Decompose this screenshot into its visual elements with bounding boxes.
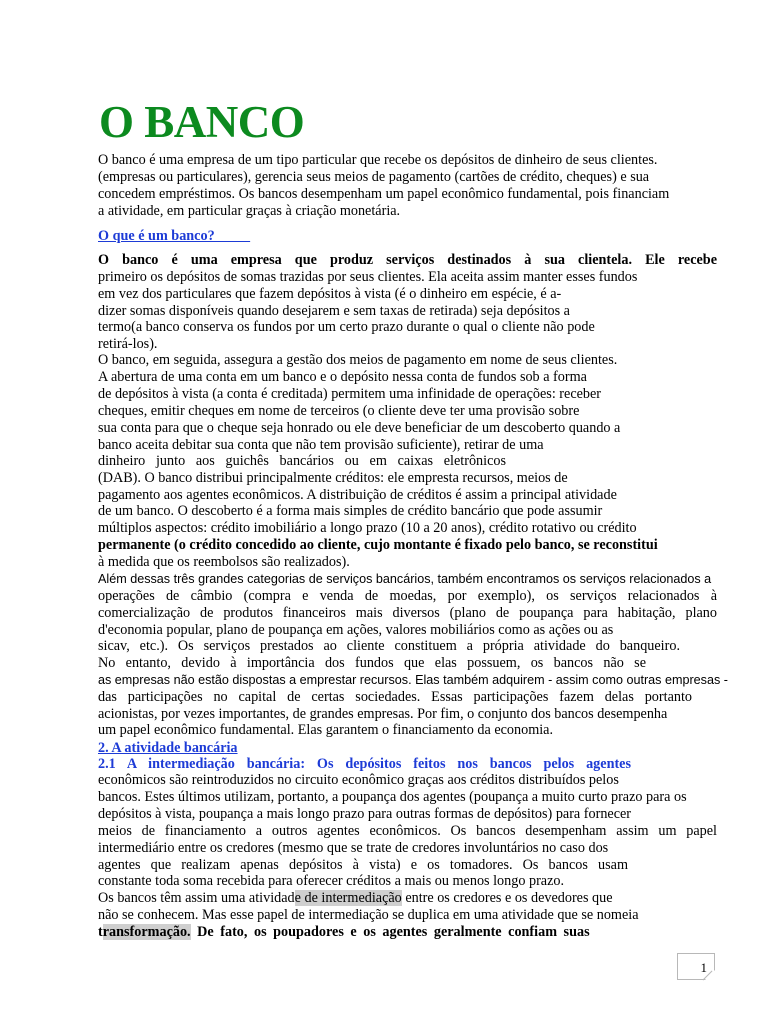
body-line: d'economia popular, plano de poupança em ações, valores mobiliários como as ações ou as bbox=[98, 622, 614, 638]
body-line: acionistas, por vezes importantes, de grandes empresas. Por fim, o conjunto dos bancos desempenha bbox=[98, 706, 668, 722]
body-line: No entanto, devido à importância dos fundos que elas possuem, os bancos não se bbox=[98, 655, 646, 671]
text-segment: De fato, os poupadores e os agentes geralmente confiam suas bbox=[190, 924, 590, 940]
body-line: de depósitos à vista (a conta é creditada) permitem uma infinidade de operações: receber bbox=[98, 386, 602, 402]
body-line: sicav, etc.). Os serviços prestados ao cliente constituem a própria atividade do banqueiro. bbox=[98, 638, 680, 654]
body-line: dinheiro junto aos guichês bancários ou em caixas eletrônicos bbox=[98, 453, 506, 469]
body-line: cheques, emitir cheques em nome de terceiros (o cliente deve ter uma provisão sobre bbox=[98, 403, 580, 419]
body-line: termo(a banco conserva os fundos por um certo prazo durante o qual o cliente não pode bbox=[98, 319, 595, 335]
body-line: bancos. Estes últimos utilizam, portanto, a poupança dos agentes (poupança a muito curto prazo para os bbox=[98, 789, 687, 805]
body-line: O banco é uma empresa que produz serviços destinados à sua clientela. Ele recebe bbox=[98, 252, 717, 268]
body-line-highlighted bbox=[98, 924, 658, 941]
subsection-heading: 2.1 A intermediação bancária: Os depósitos feitos nos bancos pelos agentes bbox=[98, 756, 631, 772]
intro-line: concedem empréstimos. Os bancos desempenham um papel econômico fundamental, pois financiam bbox=[98, 186, 670, 202]
highlighted-text: ransformação. bbox=[102, 924, 191, 940]
text-segment: Os bancos têm assim uma atividad bbox=[98, 890, 295, 906]
body-line-highlighted bbox=[98, 890, 717, 907]
heading-what-is-bank[interactable]: O que é um banco? bbox=[98, 228, 251, 244]
body-line: dizer somas disponíveis quando desejarem e sem taxas de retirada) seja depósitos a bbox=[98, 303, 570, 319]
body-line: permanente (o crédito concedido ao cliente, cujo montante é fixado pelo banco, se reconstitui bbox=[98, 537, 658, 553]
body-line: O banco, em seguida, assegura a gestão dos meios de pagamento em nome de seus clientes. bbox=[98, 352, 618, 368]
body-line: agentes que realizam apenas depósitos à vista) e os tomadores. Os bancos usam bbox=[98, 857, 628, 873]
text-segment: entre os credores e os devedores que bbox=[401, 890, 613, 906]
body-line: A abertura de uma conta em um banco e o depósito nessa conta de fundos sob a forma bbox=[98, 369, 587, 385]
body-line: um papel econômico fundamental. Elas garantem o financiamento da economia. bbox=[98, 722, 554, 738]
body-line: banco aceita debitar sua conta que não tem provisão suficiente), retirar de uma bbox=[98, 437, 544, 453]
section-heading-link[interactable] bbox=[98, 740, 717, 757]
body-line: constante toda soma recebida para oferecer créditos a mais ou menos longo prazo. bbox=[98, 873, 565, 889]
page-number-box bbox=[677, 953, 715, 980]
body-line: primeiro os depósitos de somas trazidas por seus clientes. Ela aceita assim manter esses fundos bbox=[98, 269, 638, 285]
intro-line: O banco é uma empresa de um tipo particular que recebe os depósitos de dinheiro de seus clientes. bbox=[98, 152, 658, 168]
body-line: intermediário entre os credores (mesmo que se trate de credores involuntários no caso dos bbox=[98, 840, 609, 856]
body-line: depósitos à vista, poupança a mais longo prazo para outras formas de depósitos) para fornecer bbox=[98, 806, 632, 822]
section-heading-link[interactable] bbox=[98, 228, 717, 245]
body-line: das participações no capital de certas sociedades. Essas participações fazem delas portanto bbox=[98, 689, 692, 705]
body-line: pagamento aos agentes econômicos. A distribuição de créditos é assim a principal atividade bbox=[98, 487, 617, 503]
body-line: meios de financiamento a outros agentes econômicos. Os bancos desempenham assim um papel bbox=[98, 823, 717, 839]
heading-bank-activity[interactable]: 2. A atividade bancária bbox=[98, 740, 238, 756]
body-line: econômicos são reintroduzidos no circuito econômico graças aos créditos distribuídos pelos bbox=[98, 772, 619, 788]
body-line: operações de câmbio (compra e venda de moedas, por exemplo), os serviços relacionados à bbox=[98, 588, 717, 604]
intro-line: (empresas ou particulares), gerencia seus meios de pagamento (cartões de crédito, cheques) e sua bbox=[98, 169, 650, 185]
body-line: comercialização de produtos financeiros mais diversos (plano de poupança para habitação, plano bbox=[98, 605, 717, 621]
body-line: de um banco. O descoberto é a forma mais simples de crédito bancário que pode assumir bbox=[98, 503, 603, 519]
body-line: não se conhecem. Mas esse papel de intermediação se duplica em uma atividade que se nomeia bbox=[98, 907, 639, 923]
body-line: Além dessas três grandes categorias de serviços bancários, também encontramos os serviços relacionados a bbox=[98, 572, 712, 586]
body-line: múltiplos aspectos: crédito imobiliário a longo prazo (10 a 20 anos), crédito rotativo ou crédito bbox=[98, 520, 637, 536]
body-line: sua conta para que o cheque seja honrado ou ele deve beneficiar de um descoberto quando a bbox=[98, 420, 621, 436]
intro-line: a atividade, em particular graças à criação monetária. bbox=[98, 203, 401, 219]
text-segment: t bbox=[98, 924, 103, 940]
body-line: (DAB). O banco distribui principalmente créditos: ele empresta recursos, meios de bbox=[98, 470, 568, 486]
body-line: em vez dos particulares que fazem depósitos à vista (é o dinheiro em espécie, é a- bbox=[98, 286, 562, 302]
body-line: à medida que os reembolsos são realizados). bbox=[98, 554, 350, 570]
page-number: 1 bbox=[700, 960, 707, 975]
body-line: retirá-los). bbox=[98, 336, 158, 352]
body-line: as empresas não estão dispostas a emprestar recursos. Elas também adquirem - assim como outras empresas - bbox=[98, 673, 728, 687]
page-title: O BANCO bbox=[99, 97, 305, 147]
highlighted-text: e de intermediação bbox=[294, 890, 402, 906]
